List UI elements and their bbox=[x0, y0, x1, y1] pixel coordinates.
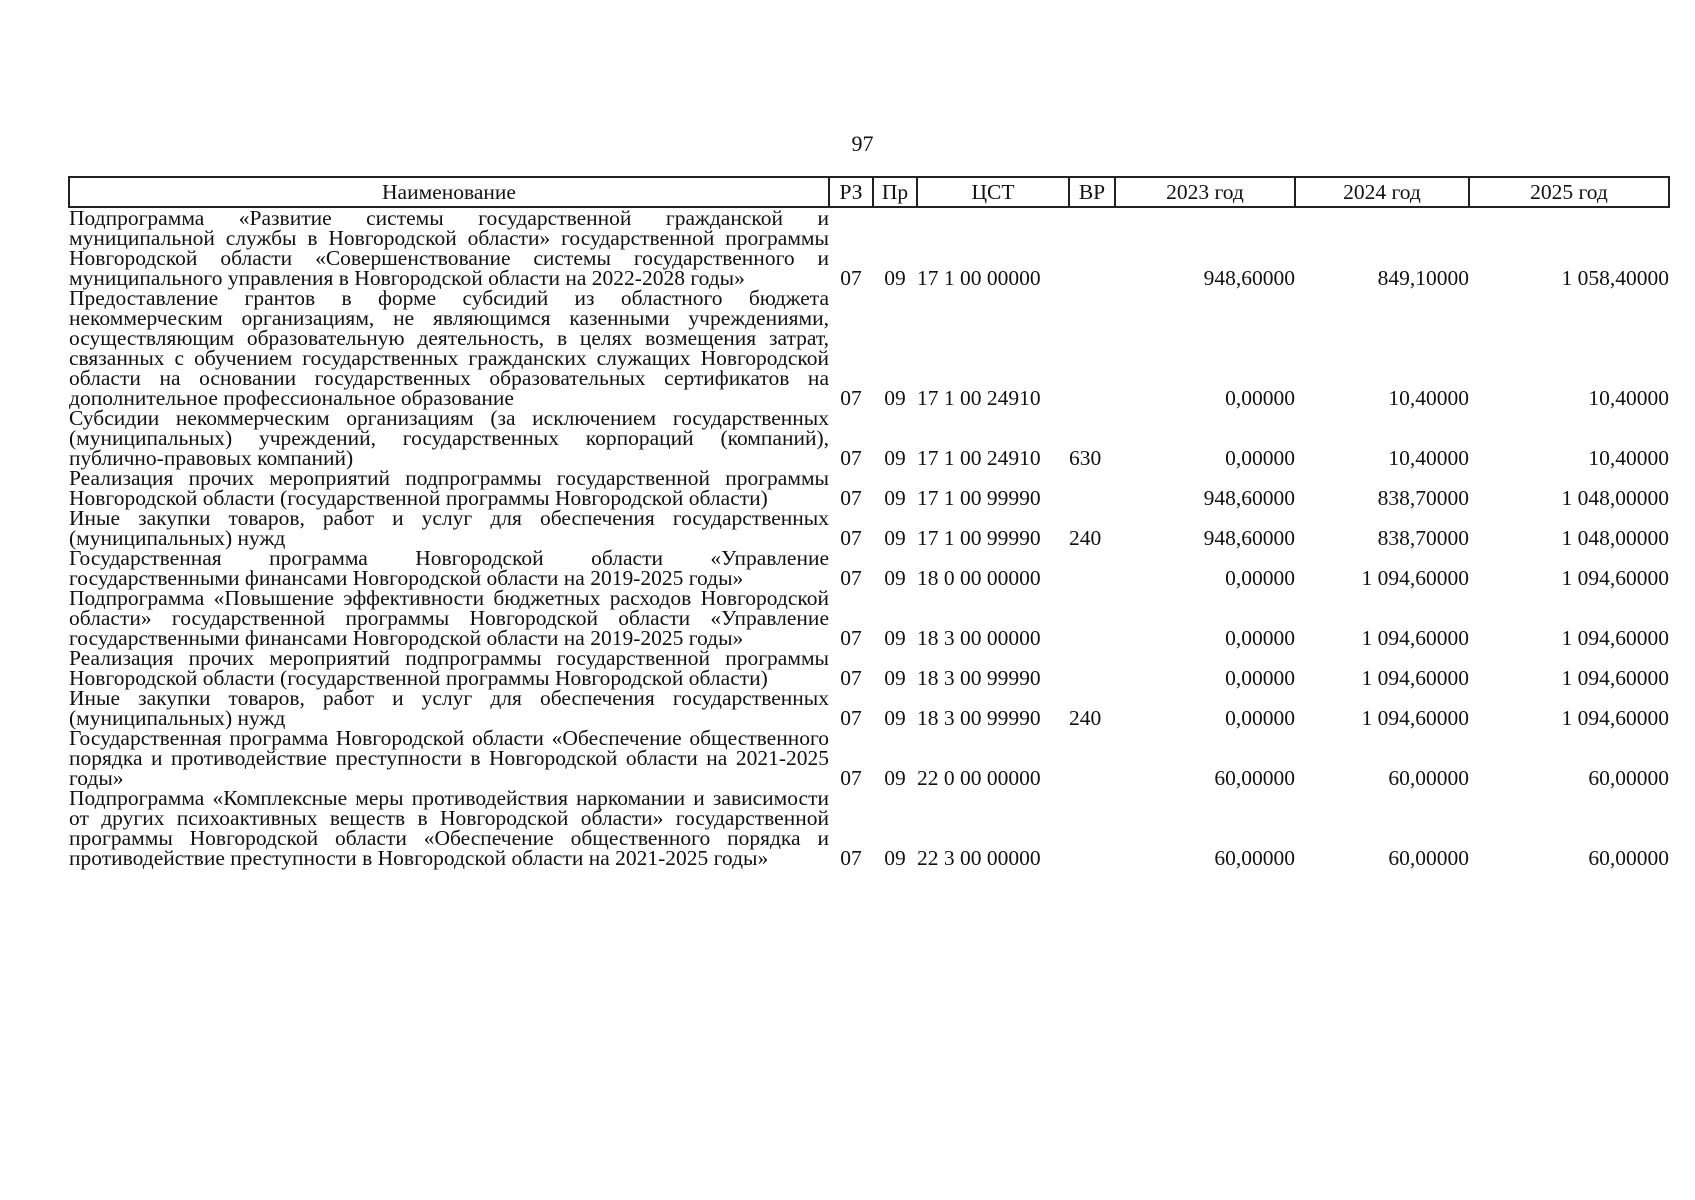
table-row bbox=[69, 508, 1669, 548]
row-name: Государственная программа Новгородской области «Управление государственными финансами Новгородской области на 2019-2025 годы» bbox=[69, 546, 829, 590]
row-pr: 09 bbox=[884, 666, 906, 690]
row-2023: 948,60000 bbox=[1203, 526, 1295, 550]
row-cst: 18 0 00 00000 bbox=[917, 566, 1041, 590]
header-rz: РЗ bbox=[829, 177, 873, 207]
row-rz: 07 bbox=[840, 566, 862, 590]
row-name: Подпрограмма «Комплексные меры противодействия наркомании и зависимости от других психоактивных веществ в Новгородской области» государственной программы Новгородской области «Обеспечение общественного порядка и противодействие преступности в Новгородской области на 2021-2025 годы» bbox=[69, 786, 829, 870]
row-2023: 948,60000 bbox=[1203, 266, 1295, 290]
row-name: Предоставление грантов в форме субсидий из областного бюджета некоммерческим организациям, не являющимся казенными учреждениями, осуществляющим образовательную деятельность, в целях возмещения затрат, связанных с обучением государственных гражданских служащих Новгородской области на основании государственных образовательных сертификатов на дополнительное профессиональное образование bbox=[69, 286, 829, 410]
row-pr: 09 bbox=[884, 706, 906, 730]
table-row bbox=[69, 728, 1669, 788]
table-row bbox=[69, 468, 1669, 508]
row-name: Реализация прочих мероприятий подпрограммы государственной программы Новгородской области (государственной программы Новгородской области) bbox=[69, 466, 829, 510]
row-rz: 07 bbox=[840, 706, 862, 730]
header-2024: 2024 год bbox=[1295, 177, 1469, 207]
header-2025: 2025 год bbox=[1469, 177, 1669, 207]
row-name: Иные закупки товаров, работ и услуг для обеспечения государственных (муниципальных) нужд bbox=[69, 686, 829, 730]
row-2024: 1 094,60000 bbox=[1361, 626, 1469, 650]
row-2023: 0,00000 bbox=[1225, 446, 1295, 470]
row-2023: 0,00000 bbox=[1225, 666, 1295, 690]
table-row bbox=[69, 648, 1669, 688]
page-number: 97 bbox=[851, 131, 874, 156]
row-cst: 17 1 00 99990 bbox=[917, 526, 1041, 550]
row-pr: 09 bbox=[884, 486, 906, 510]
row-2025: 1 058,40000 bbox=[1561, 266, 1669, 290]
row-2025: 1 048,00000 bbox=[1561, 526, 1669, 550]
row-rz: 07 bbox=[840, 526, 862, 550]
header-pr: Пр bbox=[873, 177, 917, 207]
row-cst: 18 3 00 99990 bbox=[917, 666, 1041, 690]
row-2024: 849,10000 bbox=[1377, 266, 1469, 290]
row-2025: 60,00000 bbox=[1588, 766, 1669, 790]
row-2025: 1 048,00000 bbox=[1561, 486, 1669, 510]
row-2024: 10,40000 bbox=[1388, 446, 1469, 470]
header-name: Наименование bbox=[69, 177, 829, 207]
row-2024: 838,70000 bbox=[1377, 486, 1469, 510]
row-vr bbox=[1069, 788, 1115, 868]
row-cst: 17 1 00 24910 bbox=[917, 446, 1041, 470]
row-rz: 07 bbox=[840, 626, 862, 650]
row-2025: 10,40000 bbox=[1588, 386, 1669, 410]
row-vr bbox=[1069, 728, 1115, 788]
row-pr: 09 bbox=[884, 846, 906, 870]
row-name: Государственная программа Новгородской области «Обеспечение общественного порядка и противодействие преступности в Новгородской области на 2021-2025 годы» bbox=[69, 726, 829, 790]
header-vr: ВР bbox=[1069, 177, 1115, 207]
row-pr: 09 bbox=[884, 766, 906, 790]
row-2023: 60,00000 bbox=[1214, 846, 1295, 870]
row-2024: 1 094,60000 bbox=[1361, 666, 1469, 690]
row-rz: 07 bbox=[840, 846, 862, 870]
row-2025: 1 094,60000 bbox=[1561, 626, 1669, 650]
row-vr bbox=[1069, 468, 1115, 508]
row-2024: 10,40000 bbox=[1388, 386, 1469, 410]
row-name: Субсидии некоммерческим организациям (за исключением государственных (муниципальных) учреждений, государственных корпораций (компаний), публично-правовых компаний) bbox=[69, 406, 829, 470]
row-cst: 18 3 00 99990 bbox=[917, 706, 1041, 730]
row-rz: 07 bbox=[840, 446, 862, 470]
budget-table bbox=[68, 176, 1670, 868]
row-pr: 09 bbox=[884, 386, 906, 410]
row-2025: 1 094,60000 bbox=[1561, 706, 1669, 730]
row-cst: 17 1 00 24910 bbox=[917, 386, 1041, 410]
row-2025: 1 094,60000 bbox=[1561, 566, 1669, 590]
row-2023: 0,00000 bbox=[1225, 386, 1295, 410]
table-row bbox=[69, 588, 1669, 648]
row-vr: 630 bbox=[1069, 446, 1102, 470]
row-2023: 948,60000 bbox=[1203, 486, 1295, 510]
row-vr bbox=[1069, 207, 1115, 288]
row-vr bbox=[1069, 288, 1115, 408]
table-header-row bbox=[69, 177, 1669, 207]
row-cst: 22 3 00 00000 bbox=[917, 846, 1041, 870]
row-name: Подпрограмма «Повышение эффективности бюджетных расходов Новгородской области» государственной программы Новгородской области «Управление государственными финансами Новгородской области на 2019-2025 годы» bbox=[69, 586, 829, 650]
row-name: Подпрограмма «Развитие системы государственной гражданской и муниципальной службы в Новгородской области» государственной программы Новгородской области «Совершенствование системы государственного и муниципального управления в Новгородской области на 2022-2028 годы» bbox=[69, 206, 829, 290]
row-cst: 17 1 00 99990 bbox=[917, 486, 1041, 510]
row-rz: 07 bbox=[840, 266, 862, 290]
row-cst: 22 0 00 00000 bbox=[917, 766, 1041, 790]
row-2023: 60,00000 bbox=[1214, 766, 1295, 790]
row-2025: 10,40000 bbox=[1588, 446, 1669, 470]
table-row bbox=[69, 408, 1669, 468]
header-2023: 2023 год bbox=[1115, 177, 1295, 207]
row-2024: 838,70000 bbox=[1377, 526, 1469, 550]
row-vr bbox=[1069, 588, 1115, 648]
row-vr: 240 bbox=[1069, 706, 1102, 730]
row-vr bbox=[1069, 648, 1115, 688]
row-2024: 1 094,60000 bbox=[1361, 706, 1469, 730]
row-cst: 18 3 00 00000 bbox=[917, 626, 1041, 650]
row-2023: 0,00000 bbox=[1225, 626, 1295, 650]
row-rz: 07 bbox=[840, 386, 862, 410]
table-row bbox=[69, 207, 1669, 288]
row-2023: 0,00000 bbox=[1225, 566, 1295, 590]
row-pr: 09 bbox=[884, 566, 906, 590]
row-name: Реализация прочих мероприятий подпрограммы государственной программы Новгородской области (государственной программы Новгородской области) bbox=[69, 646, 829, 690]
row-pr: 09 bbox=[884, 266, 906, 290]
row-pr: 09 bbox=[884, 526, 906, 550]
row-2024: 1 094,60000 bbox=[1361, 566, 1469, 590]
row-pr: 09 bbox=[884, 626, 906, 650]
row-pr: 09 bbox=[884, 446, 906, 470]
table-row bbox=[69, 788, 1669, 868]
row-2025: 60,00000 bbox=[1588, 846, 1669, 870]
row-rz: 07 bbox=[840, 486, 862, 510]
row-2023: 0,00000 bbox=[1225, 706, 1295, 730]
row-name: Иные закупки товаров, работ и услуг для обеспечения государственных (муниципальных) нужд bbox=[69, 506, 829, 550]
row-rz: 07 bbox=[840, 666, 862, 690]
row-vr bbox=[1069, 548, 1115, 588]
table-row bbox=[69, 288, 1669, 408]
row-2024: 60,00000 bbox=[1388, 846, 1469, 870]
table-row bbox=[69, 548, 1669, 588]
table-row bbox=[69, 688, 1669, 728]
header-cst: ЦСТ bbox=[917, 177, 1069, 207]
row-2025: 1 094,60000 bbox=[1561, 666, 1669, 690]
row-cst: 17 1 00 00000 bbox=[917, 266, 1041, 290]
row-vr: 240 bbox=[1069, 526, 1102, 550]
row-rz: 07 bbox=[840, 766, 862, 790]
row-2024: 60,00000 bbox=[1388, 766, 1469, 790]
